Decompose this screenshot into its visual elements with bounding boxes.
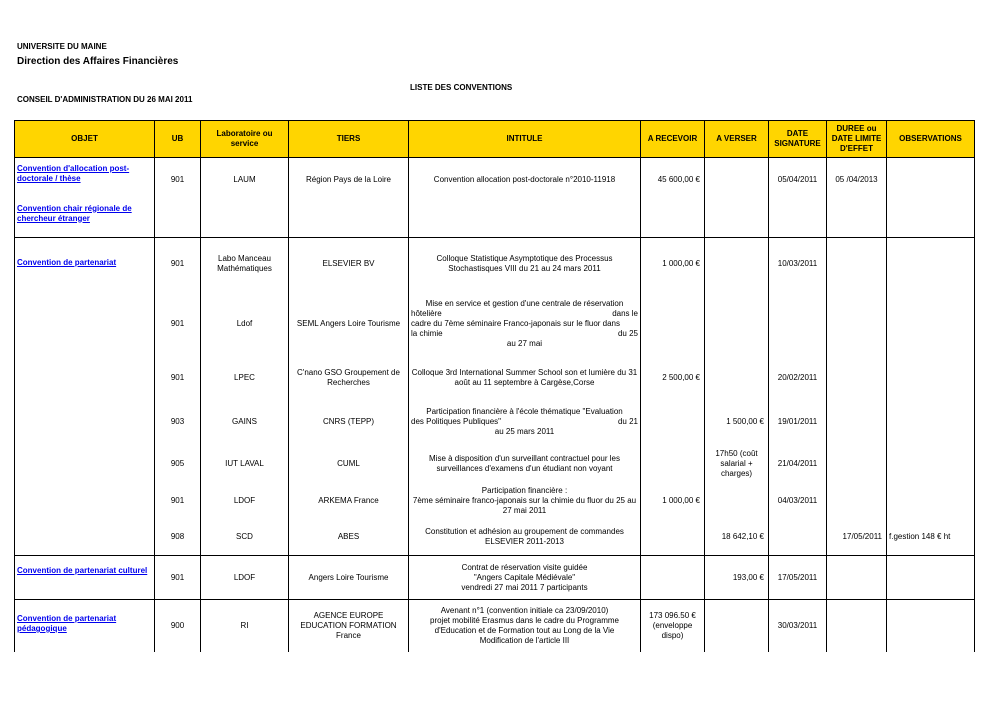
cell-verser: 17h50 (coût salarial + charges) (705, 446, 769, 482)
cell-recevoir (641, 290, 705, 358)
cell-obs (887, 238, 975, 290)
cell-duree: 05 /04/2013 (827, 158, 887, 200)
col-tiers: TIERS (289, 121, 409, 158)
cell-tiers: CNRS (TEPP) (289, 398, 409, 446)
group-link-chair[interactable]: Convention chair régionale de chercheur étranger (17, 203, 132, 223)
cell-ub: 901 (155, 482, 201, 520)
cell-duree (827, 358, 887, 398)
conventions-table (14, 120, 975, 652)
col-observations: OBSERVATIONS (887, 121, 975, 158)
cell-tiers: AGENCE EUROPE EDUCATION FORMATION France (289, 600, 409, 652)
cell-recevoir: 1 000,00 € (641, 238, 705, 290)
cell-labo: Labo Manceau Mathématiques (201, 238, 289, 290)
table-row (15, 482, 975, 520)
cell-ub: 900 (155, 600, 201, 652)
cell-recevoir: 45 600,00 € (641, 158, 705, 200)
cell-recevoir (641, 556, 705, 600)
cell-obs (887, 446, 975, 482)
cell-recevoir: 2 500,00 € (641, 358, 705, 398)
cell-tiers: CUML (289, 446, 409, 482)
cell-ub: 901 (155, 158, 201, 200)
cell-obs (887, 158, 975, 200)
cell-verser (705, 600, 769, 652)
cell-ub: 901 (155, 290, 201, 358)
cell-tiers: ABES (289, 520, 409, 556)
group-link-culturel[interactable]: Convention de partenariat culturel (17, 566, 148, 575)
cell-date: 20/02/2011 (769, 358, 827, 398)
cell-intitule: Constitution et adhésion au groupement de commandes ELSEVIER 2011-2013 (409, 520, 641, 556)
cell-date (769, 520, 827, 556)
cell-recevoir (641, 446, 705, 482)
cell-duree: 17/05/2011 (827, 520, 887, 556)
col-verser: A VERSER (705, 121, 769, 158)
cell-intitule: Convention allocation post-doctorale n°2010-11918 (409, 158, 641, 200)
cell-date (769, 290, 827, 358)
cell-intitule: Participation financière : 7ème séminaire franco-japonais sur la chimie du fluor du 25 au 27 mai 2011 (409, 482, 641, 520)
cell-obs (887, 556, 975, 600)
cell-labo: LDOF (201, 482, 289, 520)
cell-obs (887, 290, 975, 358)
cell-verser (705, 238, 769, 290)
table-row (15, 556, 975, 600)
cell-intitule: Mise en service et gestion d'une centrale de réservation hôtelière dans le cadre du 7ème séminaire Franco-japonais sur le fluor dans la chimie du 25 au 27 mai (409, 290, 641, 358)
table-row (15, 238, 975, 290)
cell-intitule: Colloque Statistique Asymptotique des Processus Stochastisques VIII du 21 au 24 mars 2011 (409, 238, 641, 290)
col-labo: Laboratoire ou service (201, 121, 289, 158)
cell-date: 05/04/2011 (769, 158, 827, 200)
col-duree: DUREE ou DATE LIMITE D'EFFET (827, 121, 887, 158)
cell-labo: Ldof (201, 290, 289, 358)
cell-ub: 901 (155, 556, 201, 600)
cell-verser: 1 500,00 € (705, 398, 769, 446)
cell-tiers: Angers Loire Tourisme (289, 556, 409, 600)
cell-labo: RI (201, 600, 289, 652)
cell-recevoir: 1 000,00 € (641, 482, 705, 520)
group-link-partenariat[interactable]: Convention de partenariat (17, 258, 117, 267)
cell-ub: 901 (155, 358, 201, 398)
cell-obs (887, 600, 975, 652)
table-row (15, 358, 975, 398)
direction-title: Direction des Affaires Financières (17, 56, 179, 67)
cell-duree (827, 446, 887, 482)
table-row (15, 446, 975, 482)
cell-verser: 18 642,10 € (705, 520, 769, 556)
cell-verser (705, 358, 769, 398)
cell-ub: 901 (155, 238, 201, 290)
cell-intitule: Colloque 3rd International Summer School son et lumière du 31 août au 11 septembre à Cargèse,Corse (409, 358, 641, 398)
table-header (15, 121, 975, 158)
cell-ub: 903 (155, 398, 201, 446)
cell-verser (705, 482, 769, 520)
cell-duree (827, 290, 887, 358)
group-link-allocation[interactable]: Convention d'allocation post-doctorale / thèse (17, 164, 130, 183)
cell-duree (827, 600, 887, 652)
cell-intitule: Contrat de réservation visite guidée "Angers Capitale Médiévale" vendredi 27 mai 2011 7 participants (409, 556, 641, 600)
col-objet: OBJET (15, 121, 155, 158)
cell-recevoir (641, 398, 705, 446)
cell-date: 19/01/2011 (769, 398, 827, 446)
cell-labo: LPEC (201, 358, 289, 398)
cell-date: 17/05/2011 (769, 556, 827, 600)
cell-verser: 193,00 € (705, 556, 769, 600)
cell-tiers: C'nano GSO Groupement de Recherches (289, 358, 409, 398)
cell-date: 10/03/2011 (769, 238, 827, 290)
table-row (15, 600, 975, 652)
cell-obs (887, 398, 975, 446)
table-row (15, 158, 975, 200)
cell-duree (827, 556, 887, 600)
cell-tiers: ELSEVIER BV (289, 238, 409, 290)
cell-labo: LDOF (201, 556, 289, 600)
col-recevoir: A RECEVOIR (641, 121, 705, 158)
cell-verser (705, 290, 769, 358)
col-intitule: INTITULE (409, 121, 641, 158)
council-date: CONSEIL D'ADMINISTRATION DU 26 MAI 2011 (17, 95, 193, 104)
cell-intitule: Avenant n°1 (convention initiale ca 23/09/2010) projet mobilité Erasmus dans le cadre du Programme d'Education et de Formation tout au Long de la Vie Modification de l'article III (409, 600, 641, 652)
cell-obs (887, 358, 975, 398)
cell-date: 30/03/2011 (769, 600, 827, 652)
cell-ub: 905 (155, 446, 201, 482)
cell-obs (887, 482, 975, 520)
cell-obs: f.gestion 148 € ht (887, 520, 975, 556)
cell-recevoir: 173 096.50 € (enveloppe dispo) (641, 600, 705, 652)
table-row (15, 290, 975, 358)
table-row (15, 520, 975, 556)
cell-tiers: ARKEMA France (289, 482, 409, 520)
cell-date: 04/03/2011 (769, 482, 827, 520)
cell-labo: GAINS (201, 398, 289, 446)
table-row (15, 398, 975, 446)
cell-labo: IUT LAVAL (201, 446, 289, 482)
cell-duree (827, 482, 887, 520)
cell-verser (705, 158, 769, 200)
cell-tiers: Région Pays de la Loire (289, 158, 409, 200)
cell-intitule: Participation financière à l'école thématique "Evaluation des Politiques Publiques" du 21 au 25 mars 2011 (409, 398, 641, 446)
cell-ub: 908 (155, 520, 201, 556)
col-ub: UB (155, 121, 201, 158)
cell-duree (827, 398, 887, 446)
cell-recevoir (641, 520, 705, 556)
cell-tiers: SEML Angers Loire Tourisme (289, 290, 409, 358)
cell-labo: SCD (201, 520, 289, 556)
table-row (15, 200, 975, 238)
cell-intitule: Mise à disposition d'un surveillant contractuel pour les surveillances d'examens d'un étudiant non voyant (409, 446, 641, 482)
cell-date: 21/04/2011 (769, 446, 827, 482)
group-link-pedagogique[interactable]: Convention de partenariat pédagogique (17, 614, 117, 633)
university-name: UNIVERSITE DU MAINE (17, 42, 107, 51)
list-title: LISTE DES CONVENTIONS (410, 83, 513, 92)
col-date-signature: DATE SIGNATURE (769, 121, 827, 158)
cell-duree (827, 238, 887, 290)
cell-labo: LAUM (201, 158, 289, 200)
